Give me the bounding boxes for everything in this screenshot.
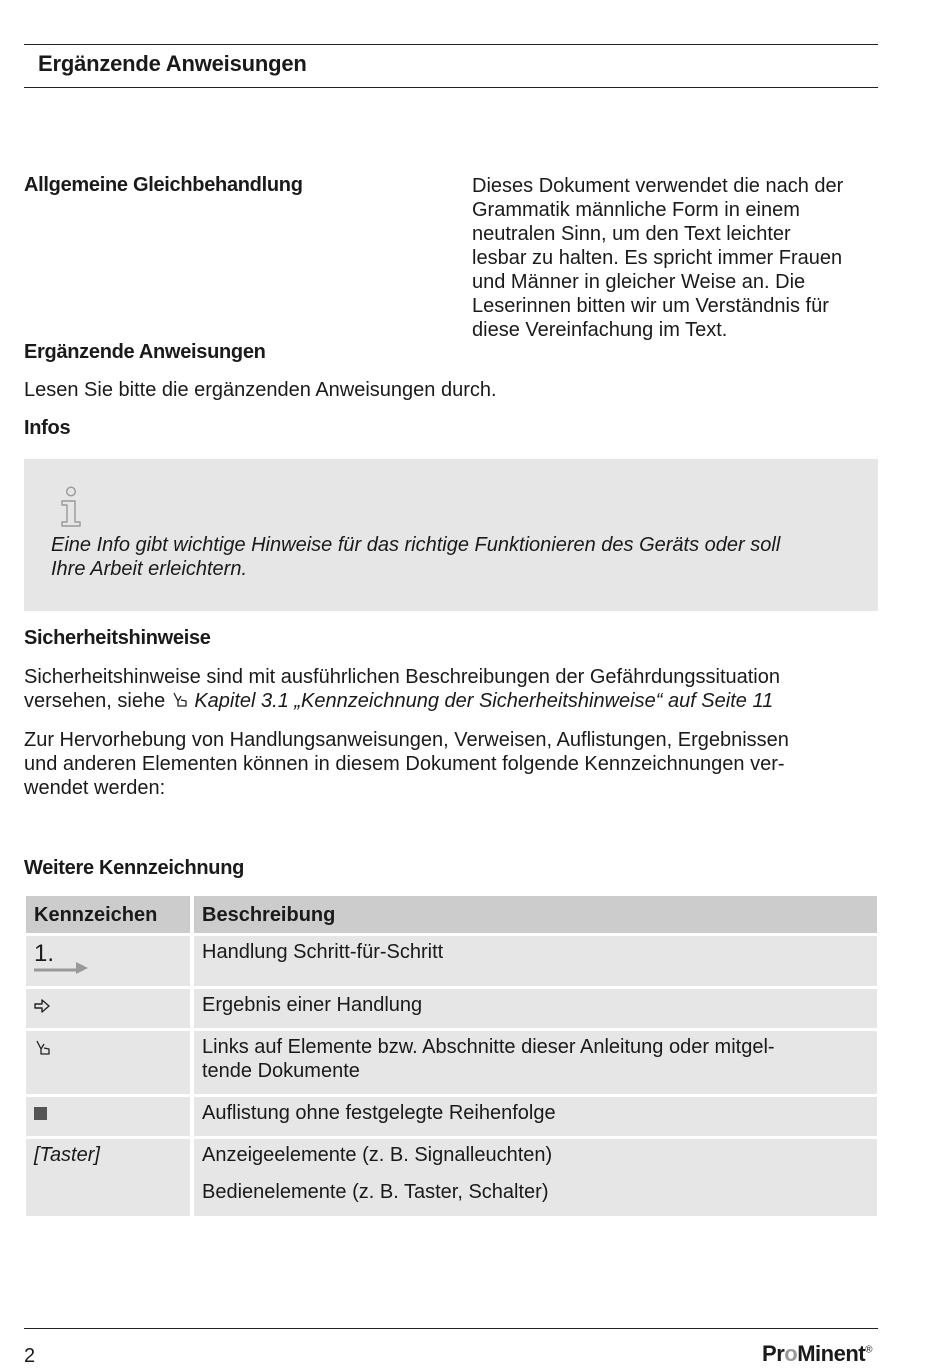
hervorhebung-line: Zur Hervorhebung von Handlungsanweisungen, Verweisen, Auflistungen, Ergebnissen (24, 729, 789, 751)
infos-heading: Infos (24, 417, 71, 439)
logo-part: Pr (762, 1341, 785, 1366)
info-box-text (51, 533, 871, 581)
sicherheit-line: Sicherheitshinweise sind mit ausführlichen Beschreibungen der Gefährdungssituation (24, 666, 780, 688)
table-cell-mark: [Taster] (26, 1139, 190, 1216)
result-arrow-icon (34, 999, 50, 1013)
table-row (24, 936, 877, 986)
gleich-line: Grammatik männliche Form in einem (472, 199, 800, 221)
table-cell-desc: Handlung Schritt-für-Schritt (194, 936, 877, 986)
info-box (24, 459, 878, 611)
header-top-rule (24, 44, 878, 45)
desc-line: Anzeigeelemente (z. B. Signalleuchten) (202, 1144, 553, 1166)
step-arrow-icon (32, 956, 92, 976)
header-bottom-rule (24, 87, 878, 88)
table-cell-mark (26, 1097, 190, 1136)
hervorhebung-line: wendet werden: (24, 777, 166, 799)
ergaenzende-heading: Ergänzende Anweisungen (24, 341, 266, 363)
gleich-line: und Männer in gleicher Weise an. Die (472, 271, 806, 293)
table-header-beschreibung: Beschreibung (194, 896, 877, 933)
info-line: Eine Info gibt wichtige Hinweise für das richtige Funktionieren des Geräts oder soll (51, 534, 781, 556)
table-cell-desc (194, 1031, 877, 1094)
table-cell-desc: Auflistung ohne festgelegte Reihenfolge (194, 1097, 877, 1136)
table-cell-desc (194, 1139, 877, 1216)
sicherheit-line-prefix: versehen, siehe (24, 690, 166, 712)
step-number: 1. (34, 940, 55, 967)
table-row (24, 1097, 877, 1136)
gleich-line: Leserinnen bitten wir um Verständnis für (472, 295, 829, 317)
desc-line: tende Dokumente (202, 1060, 360, 1082)
hervorhebung-text (24, 728, 884, 800)
gleichbehandlung-text (472, 174, 882, 342)
desc-line: Links auf Elemente bzw. Abschnitte dieser Anleitung oder mitgel- (202, 1036, 775, 1058)
logo-registered: ® (865, 1344, 872, 1356)
table-cell-desc: Ergebnis einer Handlung (194, 989, 877, 1028)
table-cell-mark (26, 936, 190, 986)
gleichbehandlung-heading: Allgemeine Gleichbehandlung (24, 174, 303, 196)
gleich-line: lesbar zu halten. Es spricht immer Frauen (472, 247, 843, 269)
table-header-kennzeichen: Kennzeichen (26, 896, 190, 933)
prominent-logo (762, 1341, 872, 1367)
desc-line: Bedienelemente (z. B. Taster, Schalter) (202, 1181, 549, 1203)
gleich-line: Dieses Dokument verwendet die nach der (472, 175, 844, 197)
hervorhebung-line: und anderen Elementen können in diesem Dokument folgende Kennzeichnungen ver- (24, 753, 785, 775)
logo-part: Minent (797, 1341, 866, 1366)
link-hand-icon (171, 691, 189, 709)
table-header-row (24, 896, 877, 933)
link-hand-icon (34, 1039, 52, 1057)
table-row (24, 1031, 877, 1094)
sicherheit-text (24, 665, 884, 713)
table-row (24, 1139, 877, 1216)
info-line: Ihre Arbeit erleichtern. (51, 558, 248, 580)
page-number: 2 (24, 1345, 36, 1367)
sicherheit-line-2 (24, 689, 884, 713)
footer-rule (24, 1328, 878, 1329)
table-cell-mark (26, 989, 190, 1028)
gleich-line: diese Vereinfachung im Text. (472, 319, 728, 341)
info-icon (58, 486, 86, 528)
weitere-heading: Weitere Kennzeichnung (24, 857, 245, 879)
gleich-line: neutralen Sinn, um den Text leichter (472, 223, 791, 245)
ergaenzende-text: Lesen Sie bitte die ergänzenden Anweisungen durch. (24, 379, 497, 401)
logo-part: o (784, 1341, 798, 1366)
square-bullet-icon (34, 1107, 47, 1120)
sicherheit-heading: Sicherheitshinweise (24, 627, 211, 649)
page-header-title: Ergänzende Anweisungen (38, 51, 307, 76)
kennzeichnung-table (24, 896, 877, 1219)
table-row (24, 989, 877, 1028)
chapter-link[interactable]: Kapitel 3.1 „Kennzeichnung der Sicherheitshinweise“ auf Seite 11 (194, 690, 774, 712)
table-cell-mark (26, 1031, 190, 1094)
